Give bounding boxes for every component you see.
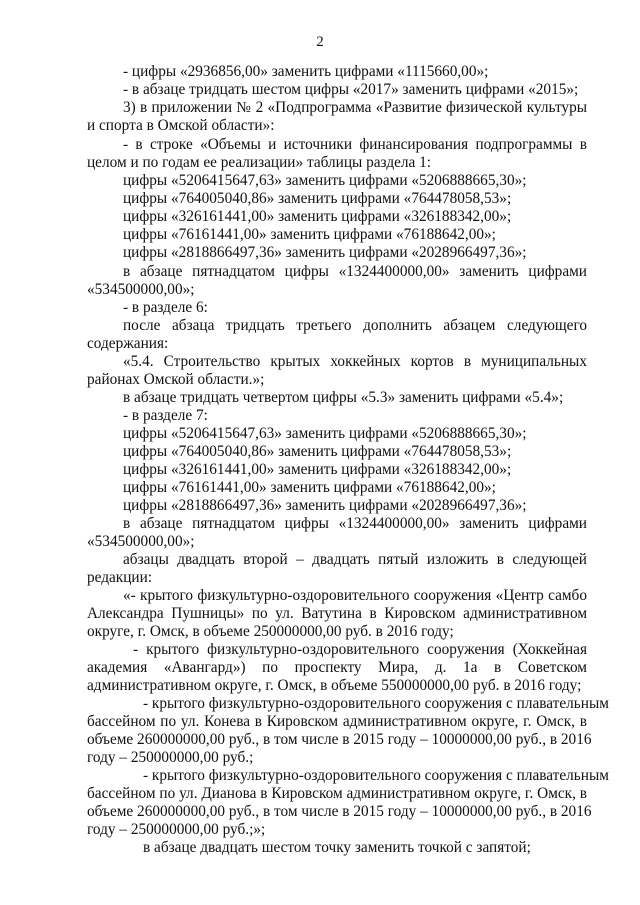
text-line: бассейном по ул. Конева в Кировском административном округе, г. Омск, в	[87, 713, 587, 730]
text-line: административном округе, г. Омск, в объеме 550000000,00 руб. в 2016 году;	[87, 677, 582, 694]
text-line: «5.4. Строительство крытых хоккейных кортов в муниципальных	[123, 353, 587, 370]
text-line: цифры «5206415647,63» заменить цифрами «5206888665,30»;	[123, 425, 527, 442]
text-line: цифры «326161441,00» заменить цифрами «326188342,00»;	[123, 208, 512, 225]
text-line: целом и по годам ее реализации» таблицы раздела 1:	[87, 154, 432, 171]
text-line: году – 250000000,00 руб.;	[87, 749, 254, 766]
text-line: объеме 260000000,00 руб., в том числе в 2015 году – 10000000,00 руб., в 2016	[87, 731, 592, 748]
text-line: - крытого физкультурно-оздоровительного сооружения с плавательным	[143, 767, 609, 784]
text-line: и спорта в Омской области»:	[87, 117, 275, 134]
text-line: бассейном по ул. Дианова в Кировском административном округе, г. Омск, в	[87, 785, 587, 802]
text-line: «534500000,00»;	[87, 281, 195, 298]
text-line: после абзаца тридцать третьего дополнить абзацем следующего	[123, 317, 587, 334]
page-number: 2	[316, 34, 324, 50]
text-line: в абзаце пятнадцатом цифры «1324400000,00» заменить цифрами	[123, 263, 587, 280]
text-line: в абзаце пятнадцатом цифры «1324400000,00» заменить цифрами	[123, 515, 587, 532]
text-line: академия «Авангард») по проспекту Мира, д. 1а в Советском	[87, 659, 587, 676]
text-line: цифры «5206415647,63» заменить цифрами «5206888665,30»;	[123, 172, 527, 189]
text-line: цифры «764005040,86» заменить цифрами «764478058,53»;	[123, 443, 512, 460]
text-line: объеме 260000000,00 руб., в том числе в 2015 году – 10000000,00 руб., в 2016	[87, 803, 592, 820]
text-line: - цифры «2936856,00» заменить цифрами «1115660,00»;	[123, 63, 489, 80]
text-line: цифры «2818866497,36» заменить цифрами «2028966497,36»;	[123, 497, 527, 514]
text-line: - крытого физкультурно-оздоровительного сооружения (Хоккейная	[133, 641, 587, 658]
text-line: - крытого физкультурно-оздоровительного сооружения с плавательным	[143, 695, 609, 712]
text-line: абзацы двадцать второй – двадцать пятый изложить в следующей	[123, 551, 587, 568]
text-line: 3) в приложении № 2 «Подпрограмма «Развитие физической культуры	[123, 99, 587, 116]
text-line: районах Омской области.»;	[87, 371, 265, 388]
text-line: - в строке «Объемы и источники финансирования подпрограммы в	[123, 136, 587, 153]
text-line: - в разделе 6:	[123, 299, 208, 316]
text-line: «534500000,00»;	[87, 533, 195, 550]
text-line: - в абзаце тридцать шестом цифры «2017» заменить цифрами «2015»;	[123, 81, 579, 98]
text-line: цифры «326161441,00» заменить цифрами «326188342,00»;	[123, 461, 512, 478]
text-line: «- крытого физкультурно-оздоровительного сооружения «Центр самбо	[123, 587, 587, 604]
text-line: - в разделе 7:	[123, 407, 208, 424]
text-line: редакции:	[87, 569, 153, 586]
text-line: в абзаце двадцать шестом точку заменить точкой с запятой;	[143, 839, 531, 856]
text-line: округе, г. Омск, в объеме 250000000,00 руб. в 2016 году;	[87, 623, 454, 640]
text-line: Александра Пушницы» по ул. Ватутина в Кировском административном	[87, 605, 587, 622]
text-line: содержания:	[87, 335, 169, 352]
text-line: цифры «2818866497,36» заменить цифрами «2028966497,36»;	[123, 244, 527, 261]
text-line: в абзаце тридцать четвертом цифры «5.3» заменить цифрами «5.4»;	[123, 389, 564, 406]
text-line: году – 250000000,00 руб.;»;	[87, 821, 266, 838]
text-line: цифры «76161441,00» заменить цифрами «76188642,00»;	[123, 479, 496, 496]
text-line: цифры «76161441,00» заменить цифрами «76188642,00»;	[123, 226, 496, 243]
text-line: цифры «764005040,86» заменить цифрами «764478058,53»;	[123, 190, 512, 207]
